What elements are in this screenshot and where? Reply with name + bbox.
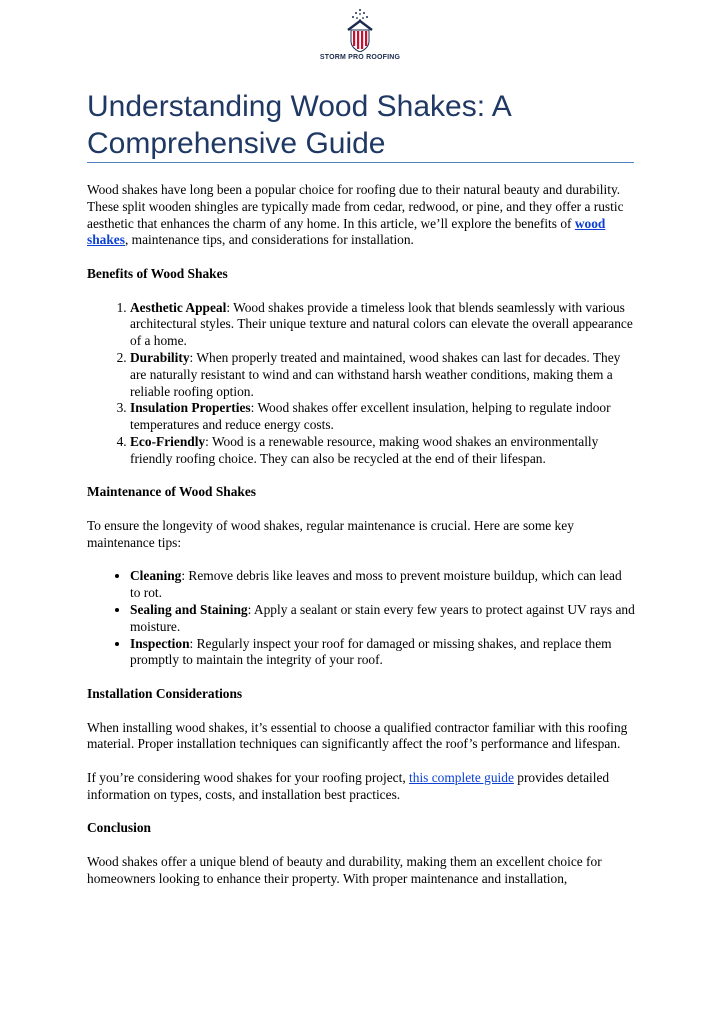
article-body <box>87 182 635 904</box>
list-item-term: Eco-Friendly <box>130 433 206 449</box>
logo-emblem-icon <box>345 8 375 52</box>
list-item-term: Insulation Properties <box>130 400 251 416</box>
list-item-text: : Wood shakes provide a timeless look that blends seamlessly with various architectural styles. Their unique texture and natural colors can elevate the overall appearance of a home. <box>130 299 633 349</box>
conclusion-heading: Conclusion <box>87 820 151 836</box>
storm-pro-roofing-logo <box>300 8 420 76</box>
benefits-list <box>87 300 635 468</box>
wood-shakes-link[interactable]: wood shakes <box>87 215 606 248</box>
guide-paragraph <box>87 770 635 804</box>
list-item <box>130 300 635 350</box>
list-item-text: : Regularly inspect your roof for damaged or missing shakes, and replace them promptly to maintain the integrity of your roof. <box>130 635 612 668</box>
list-item-term: Durability <box>130 349 190 365</box>
list-item-text: : Apply a sealant or stain every few years to protect against UV rays and moisture. <box>130 601 635 634</box>
installation-paragraph: When installing wood shakes, it’s essential to choose a qualified contractor familiar with this roofing material. Proper installation techniques can significantly affect the roof’s performance and lifespan. <box>87 719 628 752</box>
list-item-term: Cleaning <box>130 568 182 584</box>
list-item-text: : Wood is a renewable resource, making wood shakes an environmentally friendly roofing choice. They can also be recycled at the end of their lifespan. <box>130 433 599 466</box>
list-item-term: Sealing and Staining <box>130 601 248 617</box>
maintenance-intro: To ensure the longevity of wood shakes, regular maintenance is crucial. Here are some key maintenance tips: <box>87 517 574 550</box>
list-item <box>130 636 635 670</box>
list-item-text: : When properly treated and maintained, wood shakes can last for decades. They are naturally resistant to wind and can withstand harsh weather conditions, making them a reliable roofing option. <box>130 349 621 399</box>
list-item-text: : Wood shakes offer excellent insulation, helping to regulate indoor temperatures and reduce energy costs. <box>130 400 611 433</box>
logo-wordmark: STORM PRO ROOFING <box>319 54 401 61</box>
list-item-term: Aesthetic Appeal <box>130 299 227 315</box>
intro-text-end: , maintenance tips, and considerations for installation. <box>124 232 414 248</box>
list-item-text: : Remove debris like leaves and moss to prevent moisture buildup, which can lead to rot. <box>130 568 622 601</box>
list-item <box>130 350 635 400</box>
title-divider <box>87 162 634 163</box>
benefits-heading: Benefits of Wood Shakes <box>87 265 228 281</box>
intro-text-start: Wood shakes have long been a popular choice for roofing due to their natural beauty and durability. These split wooden shingles are typically made from cedar, redwood, or pine, and they offer a rustic aesthetic that enhances the charm of any home. In this article, we’ll explore the benefits of <box>87 182 624 231</box>
guide-text-start: If you’re considering wood shakes for your roofing project, <box>87 769 410 785</box>
list-item-term: Inspection <box>130 635 190 651</box>
conclusion-paragraph: Wood shakes offer a unique blend of beauty and durability, making them an excellent choice for homeowners looking to enhance their property. With proper maintenance and installation, <box>87 853 602 886</box>
list-item <box>130 568 635 602</box>
list-item <box>130 434 635 468</box>
list-item <box>130 602 635 636</box>
intro-paragraph <box>87 182 635 249</box>
complete-guide-link[interactable]: this complete guide <box>409 769 514 785</box>
page-title: Understanding Wood Shakes: A Comprehensive Guide <box>87 90 511 160</box>
installation-heading: Installation Considerations <box>87 685 243 701</box>
maintenance-list <box>87 568 635 669</box>
list-item <box>130 400 635 434</box>
guide-text-end: provides detailed information on types, costs, and installation best practices. <box>87 769 610 802</box>
maintenance-heading: Maintenance of Wood Shakes <box>87 484 257 500</box>
